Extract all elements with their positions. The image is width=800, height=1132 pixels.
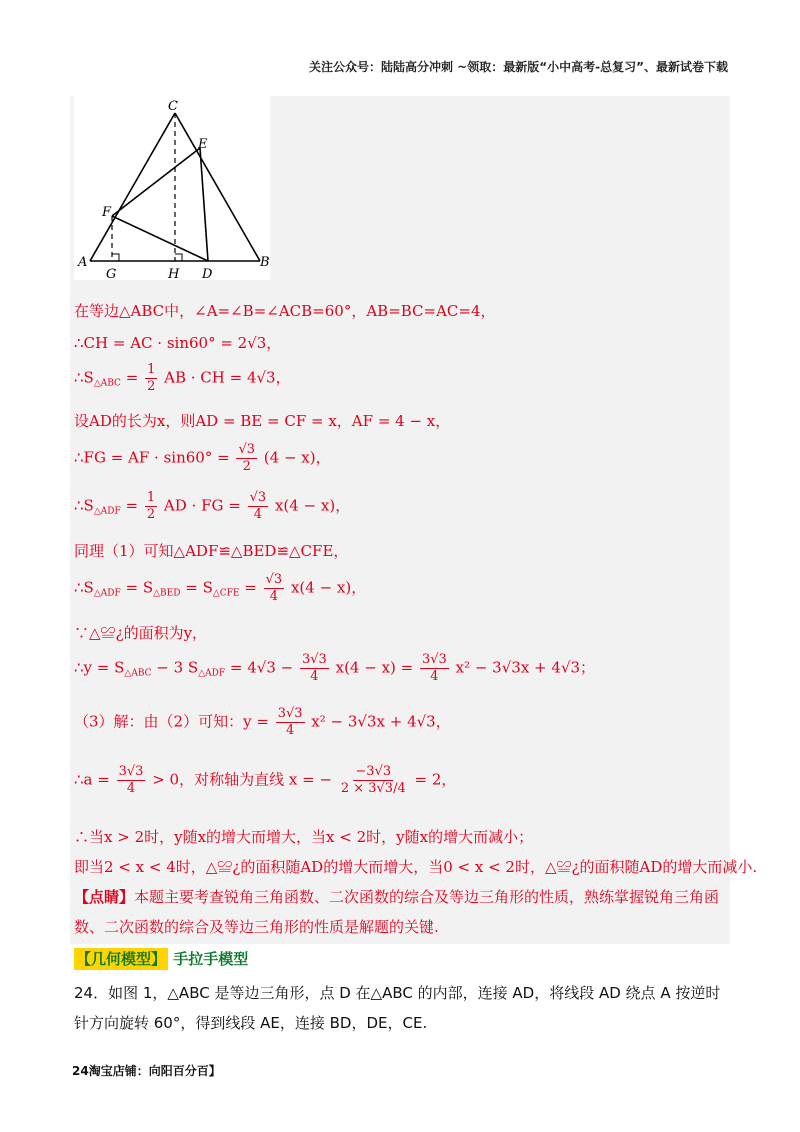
- text: ∴FG = AF · sin60° =: [74, 448, 230, 467]
- fraction: [145, 362, 157, 395]
- triangle-diagram: [74, 96, 270, 280]
- label-d: D: [202, 267, 213, 280]
- solution-line-14: 即当2 < x < 4时，△≌¿的面积随AD的增大而增大，当0 < x < 2时，△≌¿的面积随AD的增大而减小.: [74, 858, 758, 876]
- label-f: F: [102, 205, 112, 220]
- problem-24: 24．如图 1，△ABC 是等边三角形，点 D 在△ABC 的内部，连接 AD，将线段 AD 绕点 A 按逆时针方向旋转 60°，得到线段 AE，连接 BD，DE，CE.: [74, 984, 721, 1032]
- numerator: 1: [147, 362, 156, 377]
- fraction: [420, 652, 449, 685]
- fraction: [264, 572, 285, 605]
- denominator: 4: [285, 723, 295, 738]
- text: =: [125, 368, 139, 387]
- subscript: △CFE: [212, 588, 240, 599]
- label-h: H: [168, 267, 180, 280]
- fraction: [236, 442, 257, 475]
- segment-bc: [175, 113, 260, 261]
- text: ∴a =: [74, 770, 110, 789]
- text: = 2，: [414, 770, 457, 789]
- numerator: 3√3: [118, 764, 144, 779]
- text: − 3 S: [156, 658, 199, 677]
- numerator: 3√3: [277, 706, 303, 721]
- numerator: √3: [265, 572, 283, 587]
- text: =: [125, 496, 139, 515]
- label-c: C: [168, 99, 178, 114]
- denominator: 2: [147, 379, 156, 394]
- text: > 0，对称轴为直线: [152, 770, 285, 789]
- text: x = −: [288, 770, 333, 789]
- solution-line-3: [74, 362, 291, 395]
- text: ∴S: [74, 578, 94, 597]
- solution-line-5: [74, 442, 331, 475]
- text: ∴y = S: [74, 658, 125, 677]
- text: ∴S: [74, 368, 94, 387]
- right-angle-g: [112, 254, 119, 261]
- subscript: △ADF: [93, 506, 121, 517]
- numerator: 3√3: [302, 652, 327, 667]
- fraction: [300, 652, 329, 685]
- label-a: A: [78, 255, 88, 270]
- denominator: 2 × 3√3/4: [340, 781, 406, 796]
- text: = S: [185, 578, 213, 597]
- subscript: △BED: [153, 588, 181, 599]
- text: x² − 3√3x + 4√3，: [311, 712, 451, 731]
- numerator: √3: [238, 442, 256, 457]
- model-heading: [74, 948, 248, 969]
- numerator: 1: [146, 490, 156, 505]
- text: AD · FG =: [163, 496, 241, 515]
- segment-fd: [112, 216, 208, 261]
- model-name: 手拉手模型: [173, 950, 249, 968]
- solution-line-12: [74, 764, 456, 797]
- fraction: [339, 764, 408, 797]
- text: x(4 − x)，: [274, 496, 351, 515]
- denominator: 4: [310, 669, 319, 684]
- text: x(4 − x) =: [335, 658, 414, 677]
- subscript: △ADF: [93, 588, 121, 599]
- numerator: −3√3: [355, 764, 392, 779]
- text: x(4 − x)，: [290, 578, 367, 597]
- solution-line-10: [74, 652, 595, 685]
- triangle-figure: [74, 96, 270, 280]
- key-point-note: [74, 882, 724, 942]
- denominator: 4: [430, 669, 439, 684]
- denominator: 4: [269, 589, 279, 604]
- fraction: [248, 490, 269, 523]
- denominator: 4: [253, 507, 263, 522]
- fraction: [276, 706, 305, 739]
- numerator: 3√3: [422, 652, 447, 667]
- denominator: 4: [126, 781, 136, 796]
- label-b: B: [260, 255, 270, 270]
- solution-line-6: [74, 490, 350, 523]
- text: =: [244, 578, 257, 597]
- label-g: G: [106, 267, 117, 280]
- text: AB · CH = 4√3，: [164, 368, 291, 387]
- fraction: [117, 764, 146, 797]
- fraction: [145, 490, 157, 523]
- solution-line-2: ∴CH = AC · sin60° = 2√3，: [74, 334, 282, 352]
- subscript: △ABC: [124, 668, 152, 679]
- key-point-tag: 【点睛】: [74, 888, 135, 906]
- subscript: △ADF: [198, 668, 226, 679]
- solution-line-13: ∴当x > 2时，y随x的增大而增大，当x < 2时，y随x的增大而减小；: [74, 828, 534, 846]
- solution-line-11: [74, 706, 451, 739]
- text: x² − 3√3x + 4√3；: [455, 658, 596, 677]
- text: = S: [125, 578, 154, 597]
- text: （3）解：由（2）可知：y =: [74, 712, 269, 731]
- text: = 4√3 −: [229, 658, 294, 677]
- page-header: 关注公众号：陆陆高分冲刺 ~领取：最新版“小中高考-总复习”、最新试卷下载: [309, 60, 728, 74]
- solution-line-4: 设AD的长为x，则AD = BE = CF = x，AF = 4 − x，: [74, 412, 451, 430]
- denominator: 2: [146, 507, 156, 522]
- numerator: √3: [249, 490, 267, 505]
- text: ∴S: [74, 496, 94, 515]
- solution-line-7: 同理（1）可知△ADF≌△BED≌△CFE，: [74, 542, 349, 560]
- denominator: 2: [242, 459, 251, 474]
- solution-line-8: [74, 572, 366, 605]
- key-point-text: 本题主要考查锐角三角函数、二次函数的综合及等边三角形的性质，熟练掌握锐角三角函数、二次函数的综合及等边三角形的性质是解题的关键.: [74, 888, 720, 936]
- subscript: △ABC: [93, 378, 121, 389]
- segment-fe: [112, 148, 200, 216]
- model-tag: 【几何模型】: [76, 950, 167, 968]
- page-footer: 24淘宝店铺：向阳百分百】: [72, 1064, 221, 1078]
- right-angle-h: [175, 254, 182, 261]
- solution-line-9: ∵△≌¿的面积为y，: [74, 624, 208, 642]
- label-e: E: [198, 137, 208, 152]
- solution-line-1: 在等边△ABC中，∠A=∠B=∠ACB=60°，AB=BC=AC=4，: [74, 302, 496, 320]
- text: (4 − x)，: [263, 448, 331, 467]
